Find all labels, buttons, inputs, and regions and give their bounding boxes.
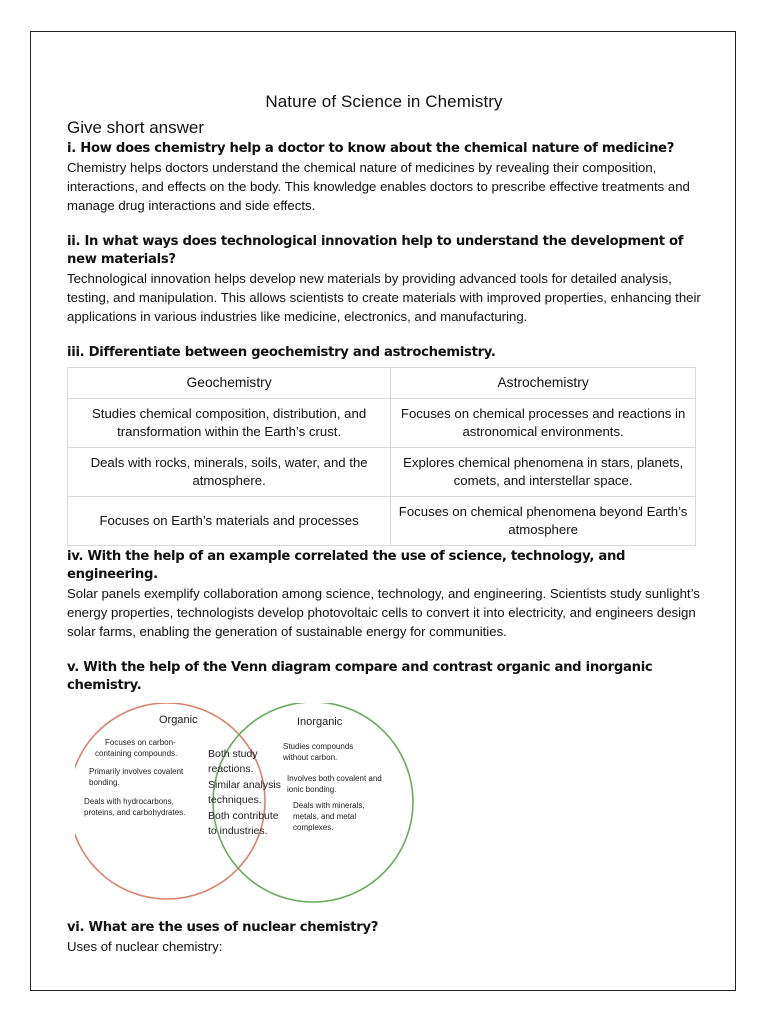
venn-right-item: Deals with minerals, [293,801,365,810]
venn-right-item: metals, and metal [293,812,357,821]
venn-right-item: ionic bonding. [287,785,337,794]
table-cell: Deals with rocks, minerals, soils, water, and the atmosphere. [68,448,391,497]
question-5: v. With the help of the Venn diagram compare and contrast organic and inorganic chemistry. [67,660,653,693]
venn-left-item: bonding. [89,778,120,787]
venn-right-item: Studies compounds [283,742,354,751]
venn-center-item: Similar analysis [208,779,281,791]
venn-center-item: techniques. [208,794,262,806]
question-1: i. How does chemistry help a doctor to know about the chemical nature of medicine? [67,141,675,156]
venn-right-item: complexes. [293,823,334,832]
venn-left-item: containing compounds. [95,749,178,758]
question-4: iv. With the help of an example correlated the use of science, technology, and engineering. [67,549,626,582]
table-header: Astrochemistry [391,368,696,399]
table-cell: Explores chemical phenomena in stars, planets, comets, and interstellar space. [391,448,696,497]
answer-6: Uses of nuclear chemistry: [67,939,223,954]
question-3: iii. Differentiate between geochemistry and astrochemistry. [67,345,496,360]
venn-right-item: without carbon. [283,753,338,762]
table-row [68,448,696,497]
venn-left-item: Primarily involves covalent [89,767,184,776]
venn-left-item: Focuses on carbon- [105,738,176,747]
comparison-table [67,367,696,546]
table-row [68,399,696,448]
table-cell: Studies chemical composition, distribution, and transformation within the Earth’s crust. [68,399,391,448]
venn-center-item: Both study [208,748,258,760]
venn-center-item: to industries. [208,825,268,837]
table-cell: Focuses on chemical processes and reactions in astronomical environments. [391,399,696,448]
document-title: Nature of Science in Chemistry [265,92,503,111]
answer-2: Technological innovation helps develop new materials by providing advanced tools for detailed analysis, testing, and manipulation. This allows scientists to create materials with improved properties, enhancing their applications in various industries like medicine, electronics, and manufacturing. [67,271,701,324]
venn-center-item: Both contribute [208,810,279,822]
question-6: vi. What are the uses of nuclear chemistry? [67,920,379,935]
venn-left-title: Organic [159,714,198,726]
table-row [68,497,696,546]
venn-right-title: Inorganic [297,716,343,728]
table-header-row [68,368,696,399]
document-body [67,92,701,956]
question-2: ii. In what ways does technological innovation help to understand the development of new materials? [67,234,684,267]
table-cell: Focuses on Earth’s materials and processes [68,497,391,546]
answer-1: Chemistry helps doctors understand the chemical nature of medicines by revealing their composition, interactions, and effects on the body. This knowledge enables doctors to prescribe effective treatments and manage drug interactions and side effects. [67,160,690,213]
venn-center-item: reactions. [208,763,254,775]
table-cell: Focuses on chemical phenomena beyond Earth’s atmosphere [391,497,696,546]
answer-4: Solar panels exemplify collaboration among science, technology, and engineering. Scientists study sunlight’s energy properties, technologists develop photovoltaic cells to convert it into electricity, and engineers design solar farms, enabling the generation of sustainable energy for communities. [67,586,700,639]
table-header: Geochemistry [68,368,391,399]
section-heading: Give short answer [67,118,204,137]
venn-left-item: Deals with hydrocarbons, [84,797,174,806]
venn-diagram [75,703,420,903]
venn-left-item: proteins, and carbohydrates. [84,808,186,817]
venn-right-item: Involves both covalent and [287,774,382,783]
